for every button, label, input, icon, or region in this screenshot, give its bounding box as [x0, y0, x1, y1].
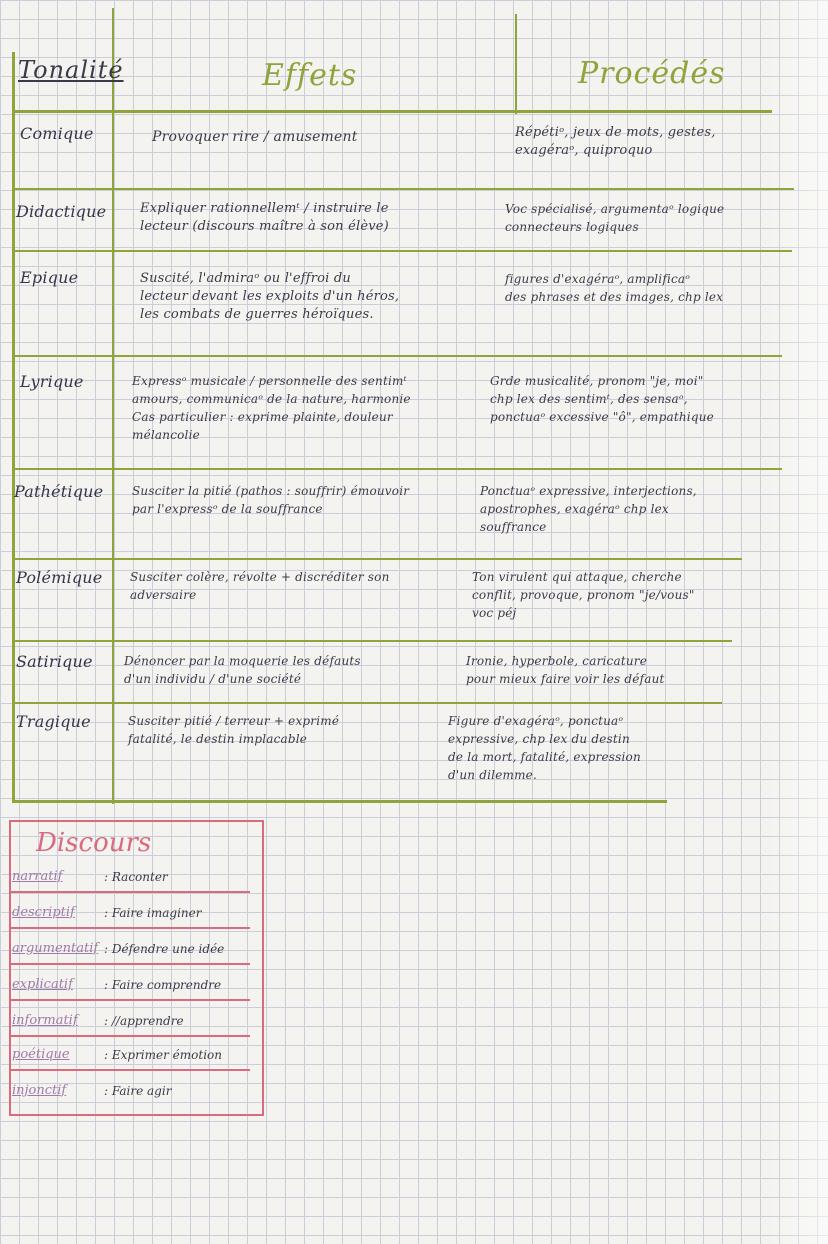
effets-satirique: Dénoncer par la moquerie les défauts d'un individu / d'une société: [124, 654, 361, 686]
effets-tragique: Susciter pitié / terreur + exprimé fatalité, le destin implacable: [128, 714, 340, 746]
discours-type: poétique: [12, 1047, 70, 1062]
discours-type: narratif: [12, 869, 63, 884]
row-rule-6: [12, 640, 732, 642]
discours-row: [9, 936, 250, 965]
procedes-comique: Répétiᵒ, jeux de mots, gestes, exagéraᵒ, quiproquo: [515, 125, 716, 158]
tone-polemique: Polémique: [16, 568, 103, 587]
row-rule-4: [12, 468, 782, 470]
procedes-epique: figures d'exagéraᵒ, amplificaᵒ des phrases et des images, chp lex: [505, 272, 724, 304]
discours-type: injonctif: [12, 1083, 67, 1098]
row-rule-1: [12, 188, 794, 190]
procedes-polemique: Ton virulent qui attaque, cherche conflit, provoque, pronom "je/vous" voc péj: [472, 570, 695, 620]
tone-tragique: Tragique: [16, 712, 91, 731]
header-effets: Effets: [262, 58, 358, 93]
discours-definition: : Raconter: [104, 870, 168, 884]
column-divider-2: [515, 14, 517, 114]
row-rule-7: [12, 702, 722, 704]
row-rule-5: [12, 558, 742, 560]
procedes-lyrique: Grde musicalité, pronom "je, moi" chp lex des sentimᵗ, des sensaᵒ, ponctuaᵒ excessive "ô", empathique: [490, 374, 714, 424]
effets-epique: Suscité, l'admiraᵒ ou l'effroi du lecteur devant les exploits d'un héros, les combats de guerres héroïques.: [140, 271, 400, 322]
discours-row: [9, 1042, 250, 1071]
tone-lyrique: Lyrique: [20, 372, 84, 391]
discours-definition: : Faire imaginer: [104, 906, 202, 920]
discours-definition: : Faire agir: [104, 1084, 172, 1098]
procedes-satirique: Ironie, hyperbole, caricature pour mieux faire voir les défaut: [466, 654, 665, 686]
effets-pathetique: Susciter la pitié (pathos : souffrir) émouvoir par l'expressᵒ de la souffrance: [132, 484, 410, 516]
discours-definition: : Exprimer émotion: [104, 1048, 222, 1062]
discours-definition: : Faire comprendre: [104, 978, 222, 992]
discours-type: informatif: [12, 1013, 78, 1028]
tone-didactique: Didactique: [16, 202, 107, 221]
discours-definition: : //apprendre: [104, 1014, 184, 1028]
tone-epique: Epique: [20, 268, 79, 287]
column-divider-1: [112, 8, 114, 804]
tone-comique: Comique: [20, 124, 94, 143]
table-bottom-rule: [12, 800, 667, 803]
header-bottom-rule: [12, 110, 772, 113]
tone-satirique: Satirique: [16, 652, 93, 671]
discours-row: [9, 1078, 250, 1107]
discours-definition: : Défendre une idée: [104, 942, 225, 956]
discours-row: [9, 972, 250, 1001]
effets-polemique: Susciter colère, révolte + discréditer son adversaire: [130, 570, 390, 602]
header-procedes: Procédés: [578, 56, 726, 91]
discours-row: [9, 900, 250, 929]
effets-didactique: Expliquer rationnellemᵗ / instruire le lecteur (discours maître à son élève): [140, 201, 389, 234]
discours-row: [9, 864, 250, 893]
discours-row: [9, 1008, 250, 1037]
discours-type: explicatif: [12, 977, 73, 992]
effets-comique: Provoquer rire / amusement: [152, 129, 358, 145]
discours-type: descriptif: [12, 905, 75, 920]
procedes-pathetique: Ponctuaᵒ expressive, interjections, apostrophes, exagéraᵒ chp lex souffrance: [480, 484, 697, 534]
effets-lyrique: Expressᵒ musicale / personnelle des sentimᵗ amours, communicaᵒ de la nature, harmonie Cas particulier : exprime plainte, douleur mélancolie: [132, 374, 411, 442]
table-left-border: [12, 52, 15, 800]
discours-title: Discours: [36, 828, 152, 858]
row-rule-3: [12, 355, 782, 357]
tone-pathetique: Pathétique: [14, 482, 104, 501]
procedes-tragique: Figure d'exagéraᵒ, ponctuaᵒ expressive, chp lex du destin de la mort, fatalité, expression d'un dilemme.: [448, 714, 641, 782]
header-tonalite: Tonalité: [18, 56, 124, 84]
row-rule-2: [12, 250, 792, 252]
page-edge-shade: [768, 0, 828, 1244]
procedes-didactique: Voc spécialisé, argumentaᵒ logique connecteurs logiques: [505, 202, 725, 234]
discours-type: argumentatif: [12, 941, 99, 956]
